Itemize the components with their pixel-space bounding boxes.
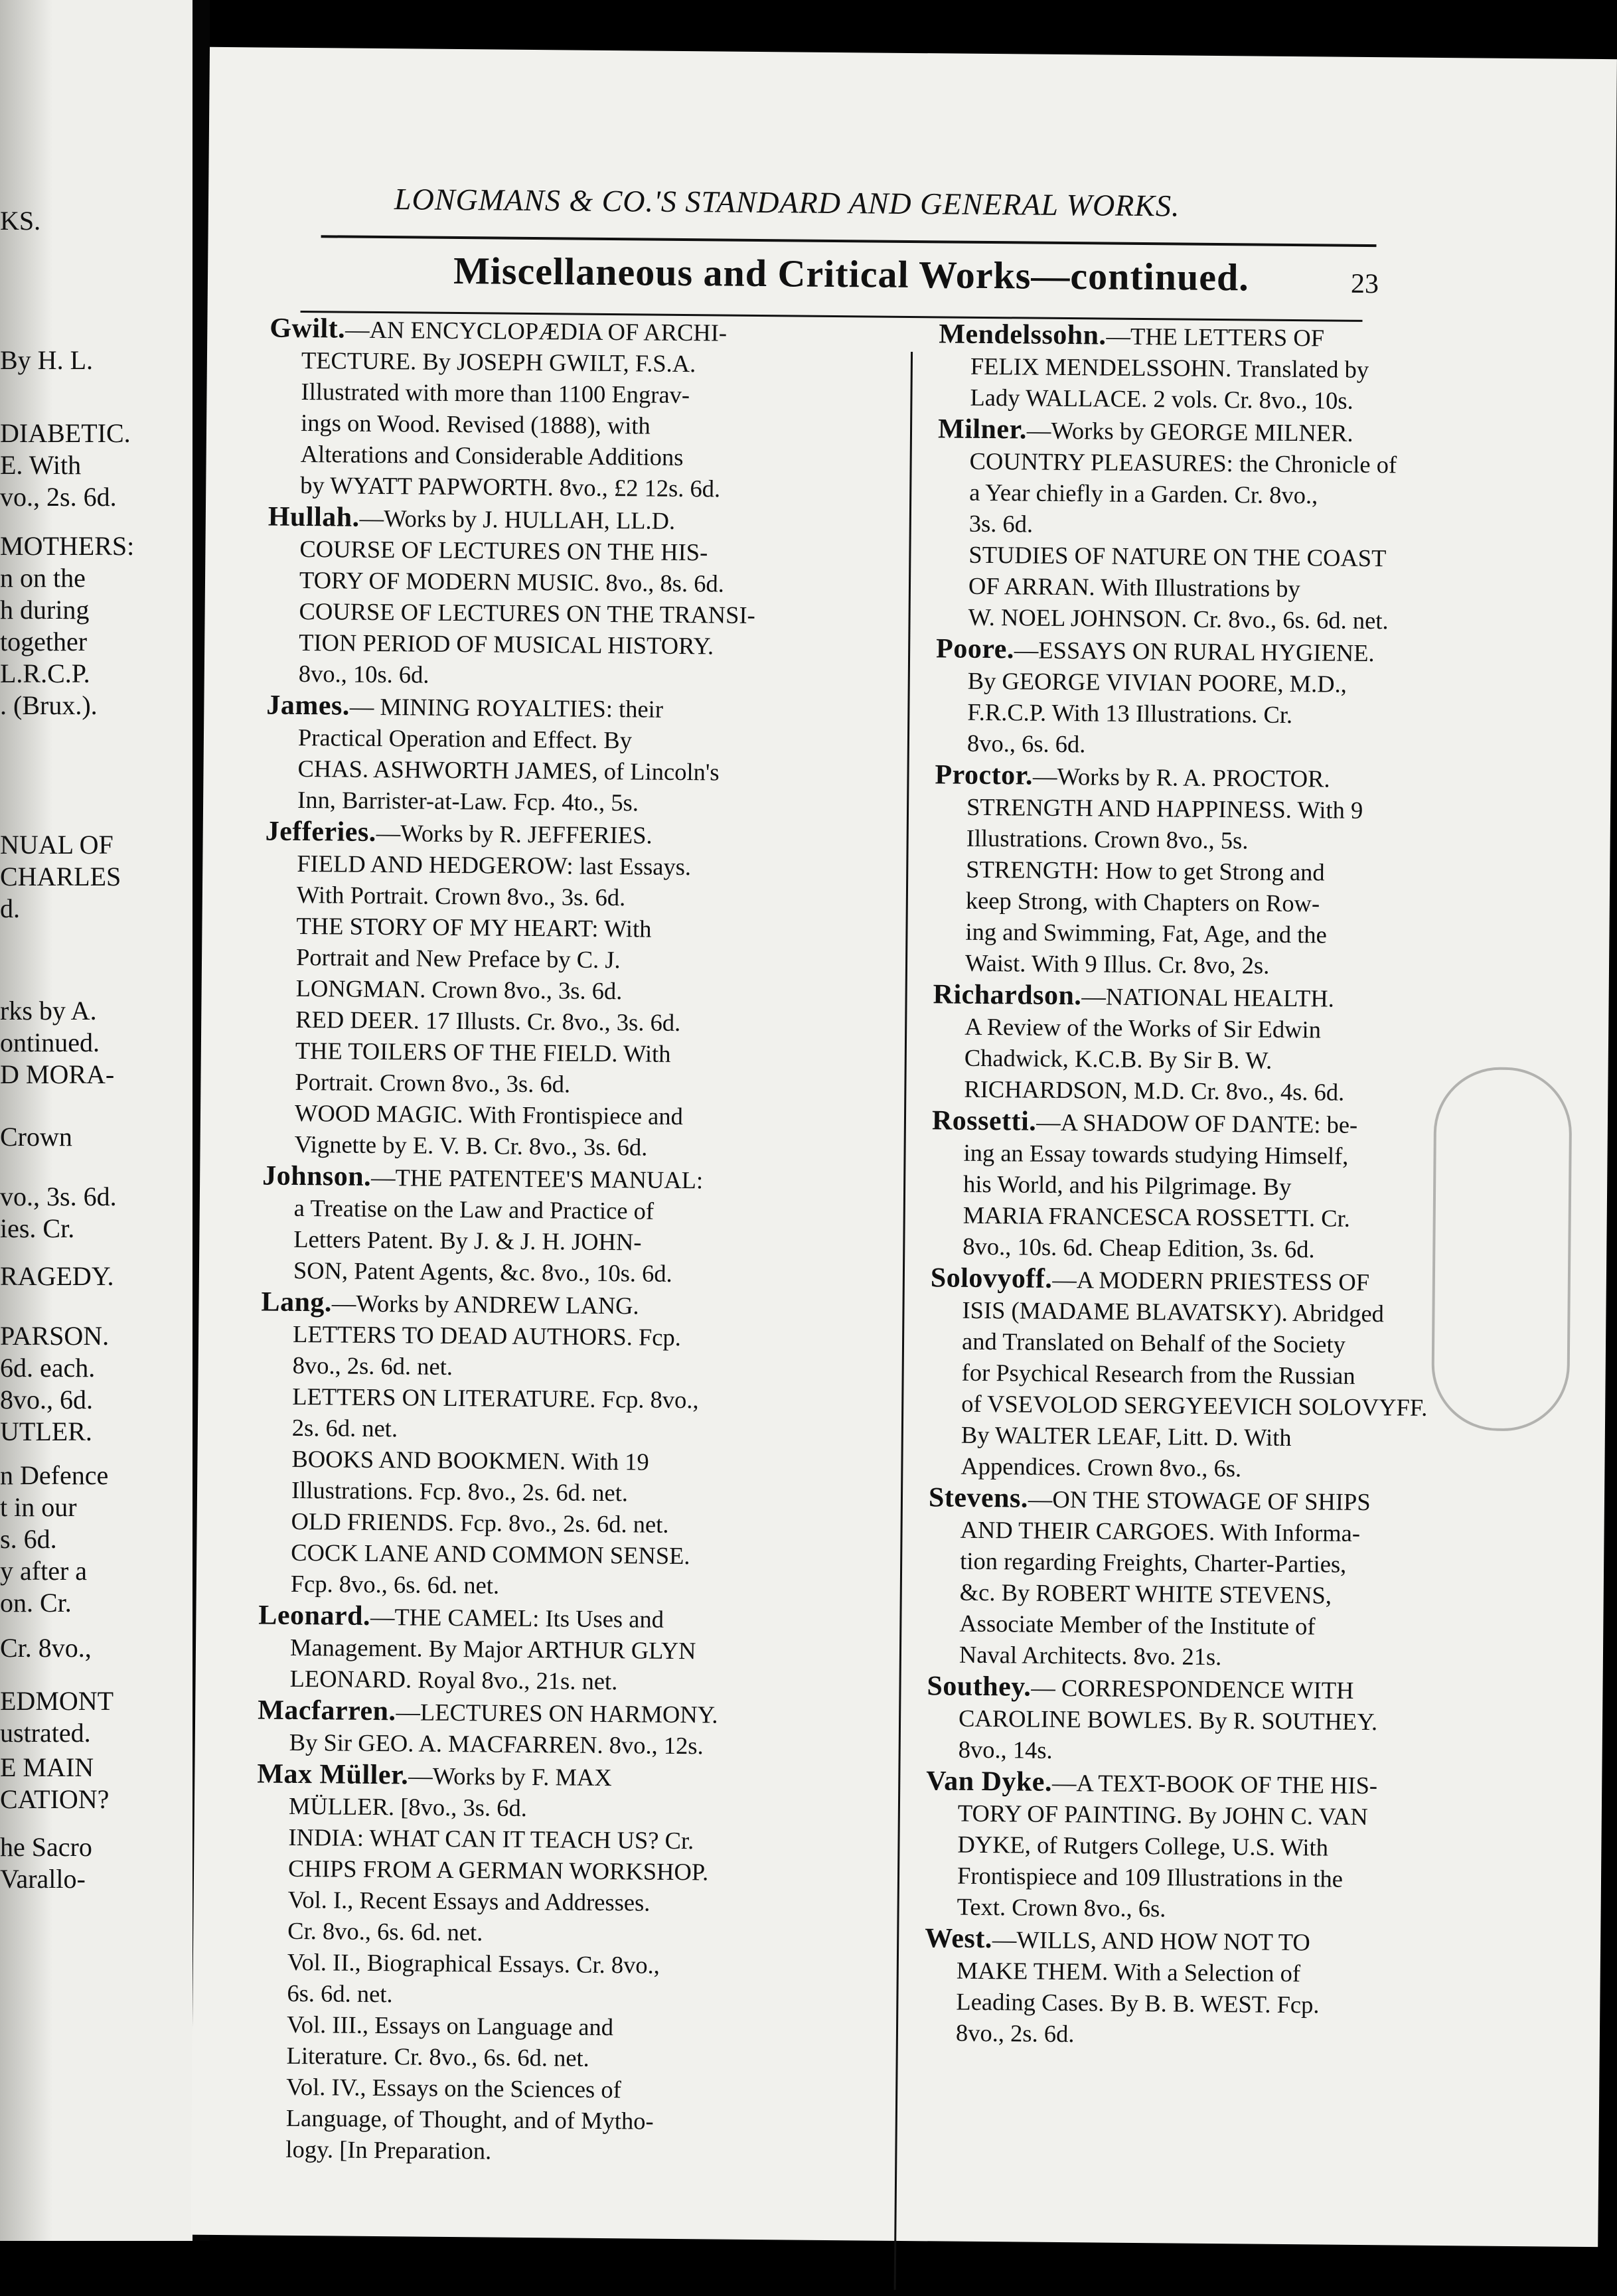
facing-page-fragment: E. With: [0, 450, 82, 480]
facing-page-fragment: L.R.C.P.: [0, 658, 90, 688]
entry-text: — MINING ROYALTIES: their: [349, 692, 664, 723]
entry-text: 8vo., 10s. 6d.: [298, 659, 429, 688]
entry-text: —Works by J. HULLAH, LL.D.: [359, 504, 676, 534]
entry-line: [917, 1859, 1555, 1896]
entry-text: MARIA FRANCESCA ROSSETTI. Cr.: [963, 1201, 1350, 1232]
entry-text: SON, Patent Agents, &c. 8vo., 10s. 6d.: [293, 1256, 672, 1287]
entry-text: Literature. Cr. 8vo., 6s. 6d. net.: [286, 2041, 589, 2072]
entry-line: [921, 1482, 1558, 1519]
entry-text: —THE PATENTEE'S MANUAL:: [370, 1163, 704, 1194]
entry-author: Van Dyke.: [926, 1766, 1053, 1798]
entry-author: Jefferies.: [265, 816, 376, 848]
entry-text: MÜLLER. [8vo., 3s. 6d.: [288, 1792, 527, 1822]
entry-text: Leading Cases. By B. B. WEST. Fcp.: [956, 1987, 1320, 2019]
entry-author: Max Müller.: [257, 1758, 409, 1791]
entry-text: OF ARRAN. With Illustrations by: [968, 572, 1300, 603]
entry-text: —A TEXT-BOOK OF THE HIS-: [1051, 1768, 1378, 1799]
entry-line: [921, 1418, 1559, 1455]
facing-page-fragment: t in our: [0, 1492, 77, 1522]
header-rule: [321, 235, 1377, 247]
entry-line: [260, 469, 951, 506]
entry-text: ISIS (MADAME BLAVATSKY). Abridged: [962, 1296, 1385, 1328]
entry-text: FIELD AND HEDGEROW: last Essays.: [297, 849, 692, 881]
entry-author: James.: [266, 690, 350, 722]
entry-author: Lang.: [261, 1286, 333, 1318]
facing-page-fragment: EDMONT: [0, 1686, 114, 1716]
entry-text: With Portrait. Crown 8vo., 3s. 6d.: [296, 880, 626, 911]
entry-text: logy. [In Preparation.: [285, 2135, 492, 2165]
entry-text: Portrait and New Preface by C. J.: [295, 943, 621, 974]
facing-page-fragment: KS.: [0, 206, 41, 236]
entry-text: —Works by ANDREW LANG.: [331, 1289, 639, 1320]
entry-text: DYKE, of Rutgers College, U.S. With: [957, 1830, 1329, 1861]
facing-page-fragment: n Defence: [0, 1460, 109, 1490]
entry-text: his World, and his Pilgrimage. By: [963, 1170, 1292, 1201]
facing-page-fragment: h during: [0, 595, 90, 625]
entry-text: a Year chiefly in a Garden. Cr. 8vo.,: [969, 478, 1318, 509]
entry-text: —NATIONAL HEALTH.: [1081, 982, 1334, 1012]
entry-line: [930, 414, 1567, 450]
entry-text: Alterations and Considerable Additions: [300, 439, 684, 471]
facing-page-fragment: UTLER.: [0, 1416, 92, 1446]
entry-text: Cr. 8vo., 6s. 6d. net.: [287, 1916, 483, 1946]
entry-line: [919, 1607, 1557, 1644]
entry-text: —A SHADOW OF DANTE: be-: [1036, 1108, 1358, 1138]
entry-text: ing an Essay towards studying Himself,: [963, 1138, 1349, 1170]
running-header: LONGMANS & CO.'S STANDARD AND GENERAL WORKS.: [394, 182, 1180, 223]
facing-page-fragment: vo., 2s. 6d.: [0, 482, 117, 512]
entry-text: COURSE OF LECTURES ON THE TRANSI-: [299, 597, 755, 629]
entry-line: [251, 1567, 941, 1604]
facing-page-fragment: E MAIN: [0, 1752, 94, 1782]
entry-text: —ESSAYS ON RURAL HYGIENE.: [1014, 636, 1375, 667]
entry-text: F.R.C.P. With 13 Illustrations. Cr.: [967, 698, 1293, 729]
entry-text: —Works by R. JEFFERIES.: [376, 818, 653, 849]
entry-line: [917, 1890, 1554, 1927]
entry-text: By GEORGE VIVIAN POORE, M.D.,: [967, 666, 1348, 698]
entry-text: STRENGTH AND HAPPINESS. With 9: [966, 793, 1363, 824]
entry-line: [928, 664, 1565, 701]
catalogue-entry: [254, 816, 947, 1165]
entry-line: [254, 1254, 944, 1291]
facing-page-fragment: . (Brux.).: [0, 690, 98, 720]
entry-text: Illustrations. Crown 8vo., 5s.: [966, 824, 1249, 854]
entry-text: MAKE THEM. With a Selection of: [956, 1956, 1301, 1987]
entry-line: [927, 727, 1565, 763]
facing-page-fragment: MOTHERS:: [0, 531, 135, 561]
entry-text: OLD FRIENDS. Fcp. 8vo., 2s. 6d. net.: [291, 1507, 669, 1538]
facing-page-fragment: vo., 3s. 6d.: [0, 1182, 117, 1211]
entry-text: CAROLINE BOWLES. By R. SOUTHEY.: [958, 1704, 1378, 1736]
entry-line: [254, 1128, 945, 1165]
entry-line: [917, 1828, 1555, 1865]
catalogue-entry: [919, 1482, 1558, 1675]
entry-text: —THE CAMEL: Its Uses and: [370, 1602, 664, 1633]
entry-author: Johnson.: [262, 1160, 372, 1192]
entry-text: LONGMAN. Crown 8vo., 3s. 6d.: [295, 974, 623, 1005]
facing-page-strip: [0, 0, 193, 2241]
entry-text: FELIX MENDELSSOHN. Translated by: [970, 352, 1369, 384]
facing-page-fragment: he Sacro: [0, 1832, 92, 1862]
entry-author: Solovyoff.: [930, 1263, 1053, 1294]
entry-text: CHAS. ASHWORTH JAMES, of Lincoln's: [297, 754, 720, 786]
entry-text: LETTERS ON LITERATURE. Fcp. 8vo.,: [292, 1382, 699, 1414]
entry-text: TECTURE. By JOSEPH GWILT, F.S.A.: [301, 346, 696, 378]
entry-author: Poore.: [935, 633, 1015, 665]
entry-text: Vignette by E. V. B. Cr. 8vo., 3s. 6d.: [294, 1130, 648, 1161]
entry-text: INDIA: WHAT CAN IT TEACH US? Cr.: [288, 1823, 694, 1855]
entry-text: A Review of the Works of Sir Edwin: [964, 1012, 1322, 1043]
entry-text: 6s. 6d. net.: [287, 1979, 393, 2008]
entry-text: STRENGTH: How to get Strong and: [966, 855, 1325, 886]
entry-line: [931, 319, 1568, 355]
entry-line: [259, 657, 949, 694]
entry-author: Mendelssohn.: [939, 319, 1107, 351]
catalogue-entry: [251, 1286, 944, 1604]
entry-text: Appendices. Crown 8vo., 6s.: [961, 1452, 1242, 1482]
catalogue-entry: [925, 759, 1565, 983]
entry-line: [929, 476, 1567, 512]
facing-page-fragment: CATION?: [0, 1784, 110, 1814]
facing-page-fragment: 8vo., 6d.: [0, 1385, 93, 1415]
entry-author: West.: [925, 1923, 993, 1955]
entry-line: [929, 570, 1566, 606]
catalogue-entry: [259, 501, 951, 694]
entry-text: TION PERIOD OF MUSICAL HISTORY.: [299, 628, 714, 660]
entry-text: —Works by F. MAX: [408, 1762, 612, 1792]
entry-text: Practical Operation and Effect. By: [297, 723, 633, 754]
entry-text: Chadwick, K.C.B. By Sir B. W.: [964, 1043, 1272, 1074]
entry-text: —Works by R. A. PROCTOR.: [1032, 762, 1330, 793]
entry-text: a Treatise on the Law and Practice of: [293, 1193, 654, 1225]
entry-text: of VSEVOLOD SERGYEEVICH SOLOVYFF.: [961, 1389, 1428, 1421]
entry-text: Frontispiece and 109 Illustrations in the: [957, 1861, 1344, 1892]
entry-text: 8vo., 2s. 6d.: [955, 2019, 1075, 2048]
entry-text: Naval Architects. 8vo. 21s.: [959, 1640, 1222, 1671]
entry-text: THE TOILERS OF THE FIELD. With: [295, 1036, 671, 1067]
library-stamp: [1431, 1067, 1573, 1432]
entry-line: [920, 1513, 1557, 1550]
facing-page-fragment: RAGEDY.: [0, 1261, 114, 1291]
entry-text: tion regarding Freights, Charter-Parties,: [960, 1547, 1347, 1578]
entry-text: for Psychical Research from the Russian: [961, 1358, 1355, 1389]
entry-text: Associate Member of the Institute of: [959, 1609, 1316, 1640]
entry-text: COUNTRY PLEASURES: the Chronicle of: [969, 447, 1397, 479]
facing-page-fragment: rks by A.: [0, 996, 97, 1026]
facing-page-fragment: ies. Cr.: [0, 1213, 75, 1243]
entry-text: —ON THE STOWAGE OF SHIPS: [1028, 1485, 1371, 1516]
entry-text: 8vo., 14s.: [958, 1735, 1053, 1764]
entry-text: —LECTURES ON HARMONY.: [396, 1698, 718, 1728]
entry-author: Rossetti.: [931, 1105, 1037, 1137]
entry-line: [925, 915, 1563, 952]
entry-text: Text. Crown 8vo., 6s.: [957, 1892, 1166, 1922]
facing-page-fragment: n on the: [0, 563, 86, 593]
entry-line: [928, 601, 1565, 637]
entry-line: [921, 1450, 1558, 1486]
book-page: [191, 47, 1617, 2247]
entry-text: AND THEIR CARGOES. With Informa-: [960, 1515, 1361, 1547]
entry-text: Illustrated with more than 1100 Engrav-: [301, 377, 690, 409]
entry-text: By Sir GEO. A. MACFARREN. 8vo., 12s.: [289, 1728, 704, 1760]
entry-text: Illustrations. Fcp. 8vo., 2s. 6d. net.: [291, 1476, 629, 1507]
entry-line: [919, 1702, 1556, 1738]
entry-text: 8vo., 2s. 6d. net.: [292, 1351, 453, 1381]
entry-text: Fcp. 8vo., 6s. 6d. net.: [290, 1569, 500, 1599]
entry-line: [917, 1954, 1554, 1991]
entry-text: Waist. With 9 Illus. Cr. 8vo, 2s.: [964, 949, 1270, 979]
entry-line: [928, 633, 1565, 670]
entry-text: Vol. II., Biographical Essays. Cr. 8vo.,: [287, 1948, 660, 1979]
entry-author: Hullah.: [268, 501, 360, 533]
facing-page-fragment: Varallo-: [0, 1864, 86, 1894]
entry-text: 8vo., 6s. 6d.: [966, 729, 1086, 758]
facing-page-fragment: d.: [0, 893, 20, 923]
entry-line: [927, 791, 1564, 827]
entry-line: [929, 445, 1567, 481]
entry-line: [929, 538, 1566, 575]
entry-text: LETTERS TO DEAD AUTHORS. Fcp.: [292, 1320, 681, 1351]
entry-line: [926, 853, 1563, 889]
catalogue-entry: [916, 1923, 1555, 2053]
entry-text: —WILLS, AND HOW NOT TO: [992, 1926, 1310, 1956]
facing-page-fragment: ontinued.: [0, 1028, 100, 1057]
catalogue-entry: [258, 690, 949, 820]
entry-text: RICHARDSON, M.D. Cr. 8vo., 4s. 6d.: [964, 1075, 1345, 1106]
entry-text: TORY OF PAINTING. By JOHN C. VAN: [957, 1799, 1368, 1831]
catalogue-entry: [917, 1766, 1555, 1927]
entry-text: Management. By Major ARTHUR GLYN: [289, 1633, 696, 1665]
entry-text: ing and Swimming, Fat, Age, and the: [965, 917, 1328, 949]
entry-text: Portrait. Crown 8vo., 3s. 6d.: [295, 1067, 571, 1098]
entry-line: [925, 979, 1562, 1016]
entry-line: [250, 1726, 940, 1763]
entry-author: Leonard.: [258, 1600, 371, 1632]
entry-author: Proctor.: [935, 759, 1034, 791]
entry-text: Inn, Barrister-at-Law. Fcp. 4to., 5s.: [297, 785, 639, 816]
catalogue-entry: [927, 633, 1566, 763]
catalogue-entry: [250, 1695, 941, 1763]
entry-text: —A MODERN PRIESTESS OF: [1052, 1265, 1370, 1296]
facing-page-fragment: 6d. each.: [0, 1353, 96, 1383]
facing-page-fragment: on. Cr.: [0, 1588, 72, 1618]
catalogue-entry: [919, 1671, 1557, 1770]
entry-line: [927, 696, 1565, 732]
entry-line: [920, 1576, 1557, 1612]
entry-text: 3s. 6d.: [968, 509, 1034, 538]
facing-page-fragment: By H. L.: [0, 345, 93, 375]
entry-text: and Translated on Behalf of the Society: [961, 1327, 1346, 1358]
entry-line: [916, 1985, 1553, 2022]
catalogue-entry: [928, 414, 1567, 637]
entry-line: [920, 1545, 1557, 1581]
entry-text: ings on Wood. Revised (1888), with: [300, 408, 651, 439]
entry-text: — CORRESPONDENCE WITH: [1031, 1673, 1354, 1704]
catalogue-entry: [250, 1600, 941, 1699]
catalogue-entry: [254, 1160, 945, 1291]
entry-text: 2s. 6d. net.: [291, 1413, 398, 1442]
entry-line: [918, 1766, 1555, 1802]
entry-line: [926, 822, 1563, 858]
entry-author: Richardson.: [933, 979, 1082, 1012]
facing-page-fragment: together: [0, 627, 88, 656]
entry-line: [258, 783, 948, 820]
entry-text: keep Strong, with Chapters on Row-: [965, 886, 1320, 917]
entry-line: [925, 1010, 1562, 1047]
entry-text: WOOD MAGIC. With Frontispiece and: [294, 1099, 684, 1130]
entry-text: COURSE OF LECTURES ON THE HIS-: [299, 534, 708, 566]
entry-text: CHIPS FROM A GERMAN WORKSHOP.: [287, 1854, 709, 1886]
entry-text: Letters Patent. By J. & J. H. JOHN-: [293, 1225, 642, 1256]
catalogue-entry: [246, 1758, 939, 2170]
facing-page-fragment: CHARLES: [0, 862, 121, 891]
facing-page-fragment: DIABETIC.: [0, 418, 131, 448]
entry-line: [916, 2017, 1553, 2053]
entry-line: [917, 1923, 1554, 1959]
page-number: 23: [1350, 268, 1379, 300]
entry-author: Southey.: [927, 1671, 1032, 1703]
facing-page-fragment: D MORA-: [0, 1059, 115, 1089]
entry-text: by WYATT PAPWORTH. 8vo., £2 12s. 6d.: [300, 471, 721, 502]
facing-page-fragment: PARSON.: [0, 1321, 110, 1351]
entry-author: Gwilt.: [270, 313, 346, 344]
entry-line: [919, 1671, 1556, 1707]
page-fold-shadow: [0, 0, 53, 2241]
entry-line: [925, 1041, 1562, 1078]
entry-text: &c. By ROBERT WHITE STEVENS,: [959, 1578, 1332, 1609]
entry-line: [929, 507, 1567, 544]
entry-text: Vol. IV., Essays on the Sciences of: [286, 2072, 621, 2104]
entry-line: [918, 1797, 1555, 1833]
entry-author: Stevens.: [928, 1482, 1029, 1514]
entry-line: [246, 2133, 936, 2170]
entry-line: [930, 381, 1567, 418]
entry-text: TORY OF MODERN MUSIC. 8vo., 8s. 6d.: [299, 566, 725, 597]
entry-text: —THE LETTERS OF: [1106, 322, 1325, 352]
catalogue-entry: [930, 319, 1568, 418]
facing-page-fragment: NUAL OF: [0, 830, 114, 860]
entry-text: Vol. III., Essays on Language and: [286, 2010, 614, 2041]
entry-line: [925, 947, 1563, 983]
entry-text: Language, of Thought, and of Mytho-: [285, 2104, 654, 2135]
entry-text: By WALTER LEAF, Litt. D. With: [961, 1420, 1292, 1452]
entry-author: Macfarren.: [257, 1695, 396, 1727]
entry-text: —Works by GEORGE MILNER.: [1026, 416, 1353, 447]
entry-line: [927, 759, 1564, 796]
entry-text: BOOKS AND BOOKMEN. With 19: [291, 1444, 649, 1476]
entry-text: —AN ENCYCLOPÆDIA OF ARCHI-: [345, 315, 728, 346]
entry-text: W. NOEL JOHNSON. Cr. 8vo., 6s. 6d. net.: [968, 603, 1389, 635]
entry-text: LEONARD. Royal 8vo., 21s. net.: [289, 1664, 618, 1695]
left-column: [246, 313, 952, 2171]
facing-page-fragment: Cr. 8vo.,: [0, 1633, 92, 1663]
section-title: Miscellaneous and Critical Works—continued.: [453, 248, 1250, 299]
entry-line: [919, 1733, 1556, 1770]
facing-page-fragment: ustrated.: [0, 1718, 91, 1748]
entry-line: [919, 1638, 1557, 1675]
entry-text: THE STORY OF MY HEART: With: [296, 911, 652, 943]
entry-text: STUDIES OF NATURE ON THE COAST: [968, 540, 1387, 572]
facing-page-fragment: Crown: [0, 1122, 72, 1152]
entry-line: [931, 350, 1568, 386]
catalogue-entry: [260, 313, 952, 506]
entry-text: Vol. I., Recent Essays and Addresses.: [287, 1885, 651, 1916]
facing-page-fragment: y after a: [0, 1556, 88, 1586]
entry-line: [926, 884, 1563, 921]
entry-text: RED DEER. 17 Illusts. Cr. 8vo., 3s. 6d.: [295, 1005, 681, 1036]
entry-text: Lady WALLACE. 2 vols. Cr. 8vo., 10s.: [970, 383, 1353, 414]
entry-text: 8vo., 10s. 6d. Cheap Edition, 3s. 6d.: [963, 1232, 1315, 1263]
entry-text: COCK LANE AND COMMON SENSE.: [291, 1538, 690, 1570]
facing-page-fragment: s. 6d.: [0, 1524, 57, 1554]
entry-author: Milner.: [937, 414, 1028, 445]
entry-line: [250, 1662, 940, 1699]
